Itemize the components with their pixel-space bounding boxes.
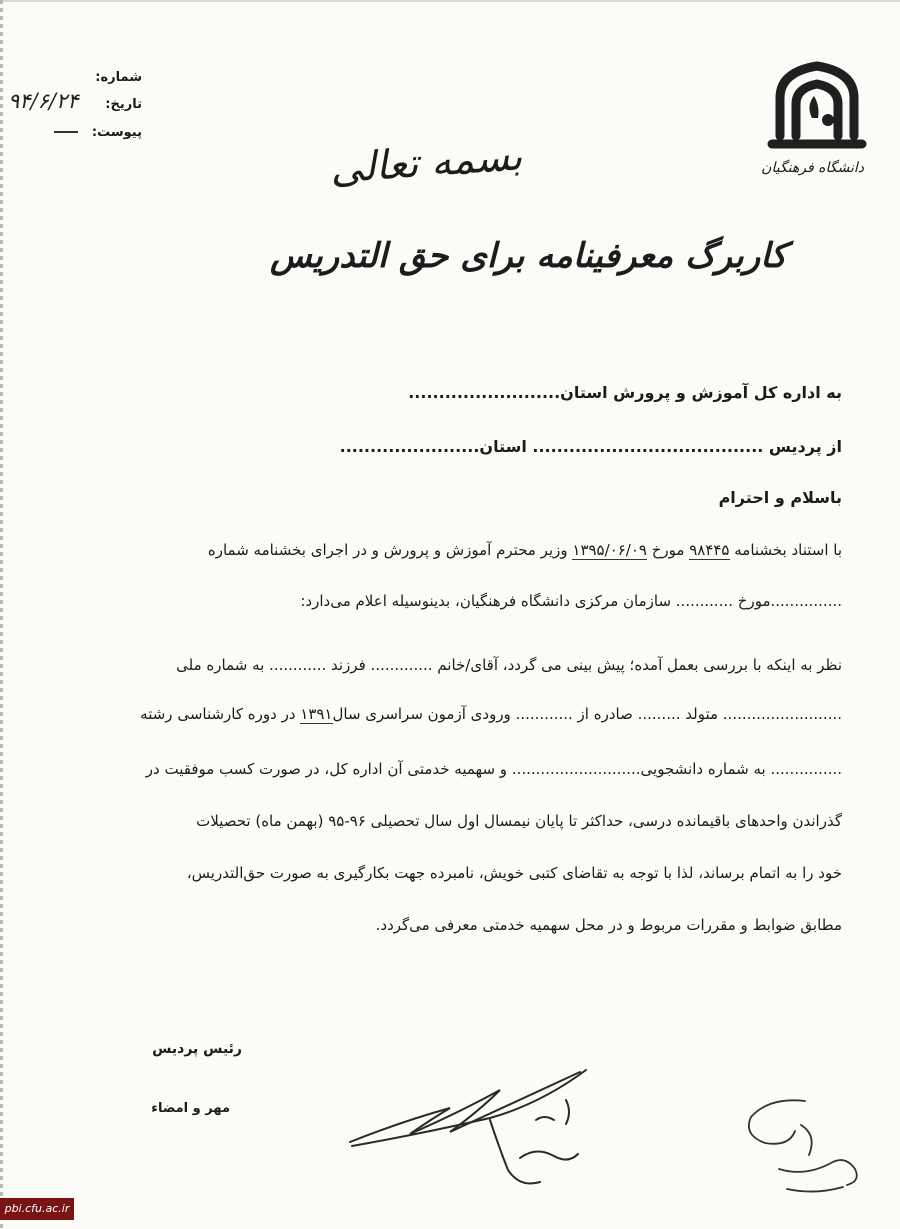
attachment-label: پیوست: [91,125,142,140]
entrance-year: ۱۳۹۱ [300,705,333,723]
body-line-4-a: ......................... متولد ......... صادره از ............ ورودی آزمون سراسری سال [332,705,842,723]
greeting: باسلام و احترام [718,488,842,507]
attachment-dash [54,131,78,133]
logo-caption: دانشگاه فرهنگیان [761,160,864,176]
date-label: تاریخ: [105,97,142,112]
body-line-8: مطابق ضوابط و مقررات مربوط و در محل سهمیه خدمتی معرفی می‌گردد. [375,916,842,934]
circular-number: ۹۸۴۴۵ [689,541,730,559]
number-label: شماره: [95,70,142,85]
body-line-1 [208,541,842,559]
body-line-5: ............... به شماره دانشجویی........................... و سهمیه خدمتی آن اداره کل، در صورت کسب موفقیت در [145,760,842,778]
body-line-4 [140,705,842,723]
page-top-edge [0,0,900,2]
site-badge-prefix: pbi. [4,1202,26,1215]
site-badge[interactable] [0,1198,74,1220]
body-line-3: نظر به اینکه با بررسی بعمل آمده؛ پیش بینی می گردد، آقای/خانم ............. فرزند ............ به شماره ملی [176,656,842,674]
page-left-edge [0,0,3,1229]
body-line-4-b: در دوره کارشناسی رشته [140,705,301,723]
body-line-1-b: مورخ [646,541,690,559]
addressee-line: به اداره کل آموزش و پرورش استان......................... [408,383,842,402]
body-line-1-c: وزیر محترم آموزش و پرورش و در اجرای بخشنامه شماره [207,541,573,559]
sender-line: از پردیس ...................................... استان....................... [339,437,842,456]
form-title: کاربرگ معرفینامه برای حق التدریس [270,236,787,276]
campus-head-title: رئیس پردیس [152,1041,242,1057]
body-line-2: ...............مورخ ............ سازمان مرکزی دانشگاه فرهنگیان، بدینوسیله اعلام می‌دارد: [300,592,842,610]
initial-mark [735,1085,875,1205]
body-line-6: گذراندن واحدهای باقیمانده درسی، حداکثر تا پایان نیمسال اول سال تحصیلی ۹۶-۹۵ (بهمن ماه) تحصیلات [196,812,842,830]
circular-date: ۱۳۹۵/۰۶/۰۹ [572,541,647,559]
handwritten-signature [340,1060,610,1200]
bismillah-heading: بسمه تعالی [328,133,524,193]
body-line-7: خود را به اتمام برساند، لذا با توجه به تقاضای کتبی خویش، نامبرده جهت بکارگیری به صورت حق‌التدریس، [186,864,842,882]
body-line-1-a: با استناد بخشنامه [729,541,842,559]
seal-and-signature-title: مهر و امضاء [151,1101,230,1116]
date-value: ۹۴/۶/۲۴ [8,89,79,113]
site-badge-domain: cfu.ac.ir [25,1202,70,1215]
